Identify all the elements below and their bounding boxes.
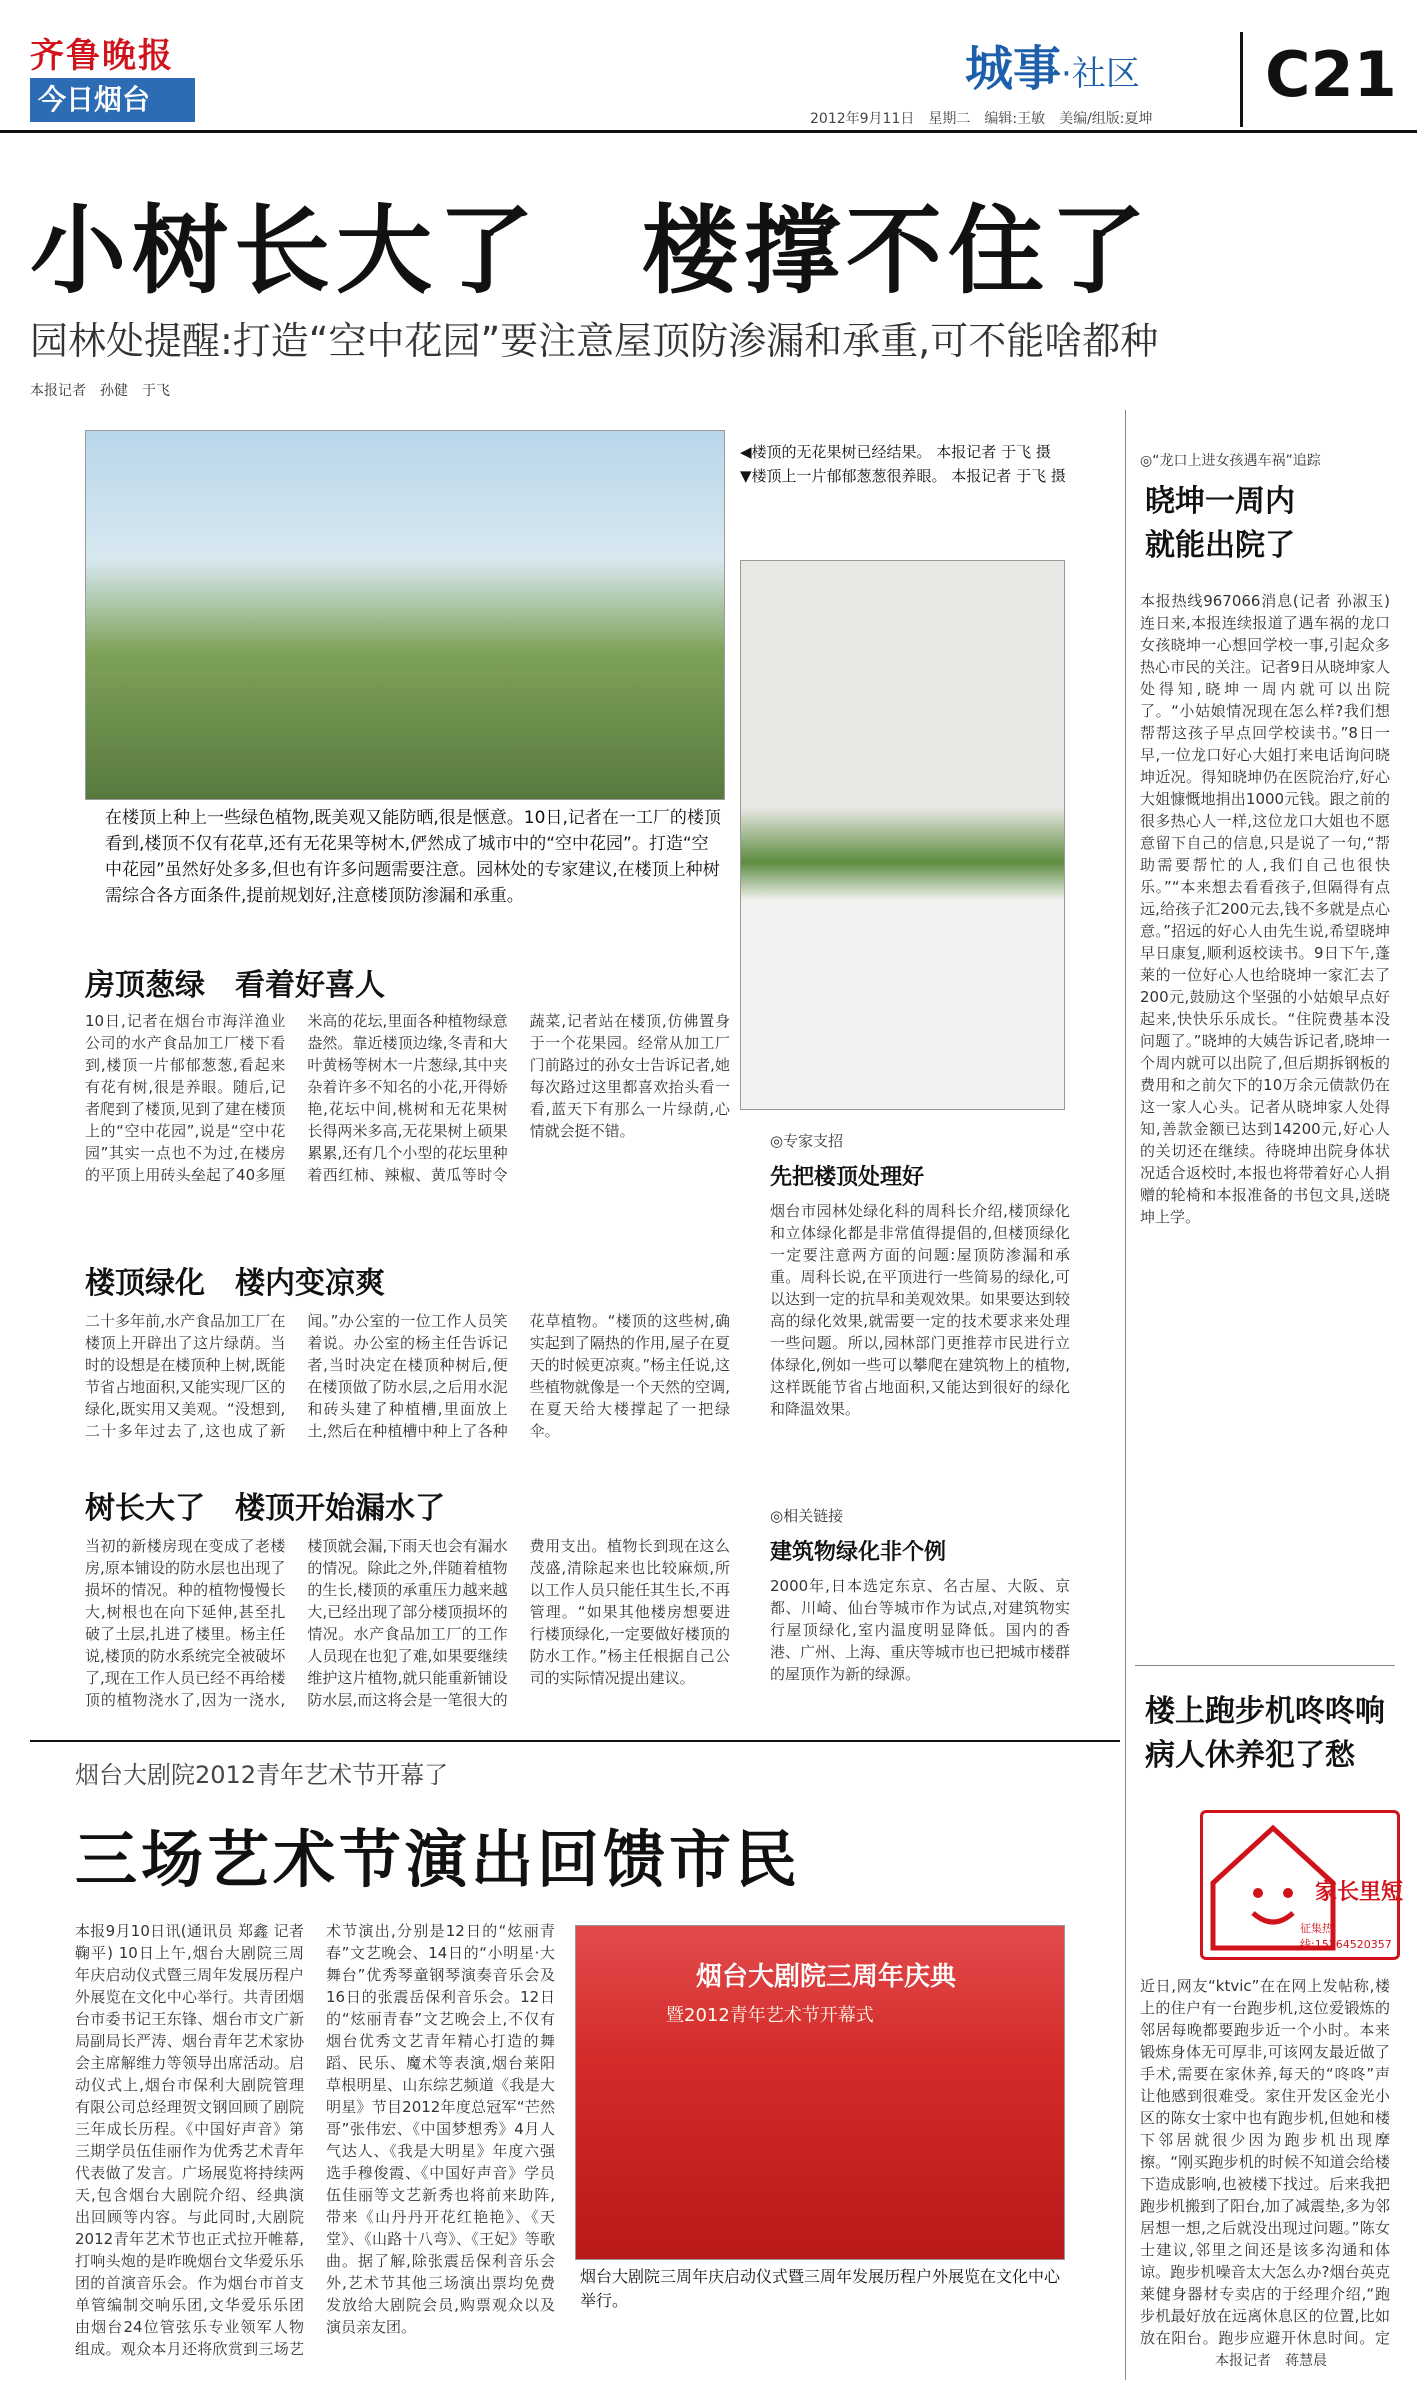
related-box-title: 建筑物绿化非个例 xyxy=(770,1540,947,1565)
page-number: C21 xyxy=(1265,38,1397,111)
section-heading-2: 楼顶绿化 楼内变凉爽 xyxy=(85,1266,385,1301)
art-story-body: 本报9月10日讯(通讯员 郑鑫 记者 鞠平) 10日上午,烟台大剧院三周年庆启动仪式暨三周年发展历程户外展览在文化中心举行。共青团烟台市委书记王东锋、烟台市文广新局副局长严涛、烟台青年艺术家协会主席解维力等领导出席活动。启动仪式上,烟台市保利大剧院管理有限公司总经理贺文钢回顾了剧院三年成长历程。《中国好声音》第三期学员伍佳丽作为优秀艺术青年代表做了发言。广场展览将持续两天,包含烟台大剧院介绍、经典演出回顾等内容。与此同时,大剧院2012青年艺术节也正式拉开帷幕,打响头炮的是昨晚烟台文华爱乐乐团的首演音乐会。作为烟台市首支单管编制交响乐团,文华爱乐乐团由烟台24位管弦乐专业领军人物组成。观众本月还将欣赏到三场艺术节演出,分别是12日的“炫丽青春”文艺晚会、14日的“小明星·大舞台”优秀琴童钢琴演奏音乐会及16日的张震岳保利音乐会。12日的“炫丽青春”文艺晚会上,不仅有烟台优秀文艺青年精心打造的舞蹈、民乐、魔术等表演,烟台莱阳草根明星、山东综艺频道《我是大明星》节目2012年度总冠军“芒然哥”张伟宏、《中国梦想秀》4月人气达人、《我是大明星》年度六强选手穆俊霞、《中国好声音》学员伍佳丽等文艺新秀也将前来助阵,带来《山丹丹开花红艳艳》、《天堂》、《山路十八弯》、《王妃》等歌曲。据了解,除张震岳保利音乐会外,艺术节其他三场演出票均免费发放给大剧院会员,购票观众以及演员亲友团。 xyxy=(75,1922,555,2358)
sidebar-story1-title: 晓坤一周内 就能出院了 xyxy=(1145,484,1295,563)
rooftop-garden-photo xyxy=(85,430,725,800)
sidebar-rule xyxy=(1135,1665,1395,1666)
section-title: 城事 xyxy=(965,41,1062,97)
related-box-body: 2000年,日本选定东京、名古屋、大阪、京都、川崎、仙台等城市作为试点,对建筑物实行屋顶绿化,室内温度明显降低。国内的香港、广州、上海、重庆等城市也已把城市楼群的屋顶作为新的绿源。 xyxy=(770,1577,1070,1683)
sidebar-story1-body: 本报热线967066消息(记者 孙淑玉) 连日来,本报连续报道了遇车祸的龙口女孩晓坤一心想回学校一事,引起众多热心市民的关注。记者9日从晓坤家人处得知,晓坤一周内就可以出院了。“小姑娘情况现在怎么样?我们想帮帮这孩子早点回学校读书。”8日一早,一位龙口好心大姐打来电话询问晓坤近况。得知晓坤仍在医院治疗,好心大姐慷慨地捐出1000元钱。跟之前的很多热心人一样,这位龙口大姐也不愿意留下自己的信息,只是说了一句,“帮助需要帮忙的人,我们自己也很快乐。”“本来想去看看孩子,但隔得有点远,给孩子汇200元去,钱不多就是点心意。”招远的好心人由先生说,希望晓坤早日康复,顺利返校读书。9日下午,蓬莱的一位好心人也给晓坤一家汇去了200元,鼓励这个坚强的小姑娘早点好起来,快快乐乐成长。“住院费基本没问题了。”晓坤的大姨告诉记者,晓坤一个周内就可以出院了,但后期拆钢板的费用和之前欠下的10万余元债款仍在这一家人心头。记者从晓坤家人处得知,善款金额已达到14200元,好心人的关切还在继续。待晓坤出院身体状况适合返校时,本报也将带着好心人捐赠的轮椅和本报准备的书包文具,送晓坤上学。 xyxy=(1140,592,1390,1226)
ceremony-photo xyxy=(575,1925,1065,2260)
ceremony-banner-sub: 暨2012青年艺术节开幕式 xyxy=(666,2005,874,2026)
sidebar-story2-body: 近日,网友“ktvic”在在网上发帖称,楼上的住户有一台跑步机,这位爱锻炼的邻居每晚都要跑步近一个小时。本来锻炼身体无可厚非,可该网友最近做了手术,需要在家休养,每天的“咚咚”声让他感到很难受。家住开发区金光小区的陈女士家中也有跑步机,但她和楼下邻居就很少因为跑步机出现摩擦。“刚买跑步机的时候不知道会给楼下造成影响,也被楼下找过。后来我把跑步机搬到了阳台,加了减震垫,多为邻居想一想,之后就没出现过问题。”陈女士建议,邻里之间还是该多沟通和体谅。跑步机噪音太大怎么办?烟台英克莱健身器材专卖店的于经理介绍,“跑步机最好放在远离休息区的位置,比如放在阳台。跑步应避开休息时间。定 xyxy=(1140,1977,1390,2345)
art-story-kicker: 烟台大剧院2012青年艺术节开幕了 xyxy=(75,1761,449,1789)
secondary-photo-caption: ◀楼顶的无花果树已经结果。 本报记者 于飞 摄 ▼楼顶上一片郁郁葱葱很养眼。 本报记者 于飞 摄 xyxy=(740,443,1066,485)
related-box-label: ◎相关链接 xyxy=(770,1507,844,1525)
sidebar-story1-label: ◎“龙口上进女孩遇车祸”追踪 xyxy=(1140,453,1321,469)
section-body-1: 10日,记者在烟台市海洋渔业公司的水产食品加工厂楼下看到,楼顶一片郁郁葱葱,看起来有花有树,很是养眼。随后,记者爬到了楼顶,见到了建在楼顶上的“空中花园”,说是“空中花园”其实一点也不为过,在楼房的平顶上用砖头垒起了40多厘米高的花坛,里面各种植物绿意盎然。靠近楼顶边缘,冬青和大叶黄杨等树木一片葱绿,其中夹杂着许多不知名的小花,开得娇艳,花坛中间,桃树和无花果树长得两米多高,无花果树上硕果累累,还有几个小型的花坛里种着西红柿、辣椒、黄瓜等时令蔬菜,记者站在楼顶,仿佛置身于一个花果园。经常从加工厂门前路过的孙女士告诉记者,她每次路过这里都喜欢抬头看一看,蓝天下有那么一片绿荫,心情就会挺不错。 xyxy=(85,1012,730,1184)
sidebar-story2-byline: 本报记者 蒋慧晨 xyxy=(1215,2353,1327,2369)
masthead-rule xyxy=(0,130,1417,133)
edition-tag: 今日烟台 xyxy=(30,78,195,122)
rooftop-greenery-photo xyxy=(740,560,1065,1110)
section-name xyxy=(965,30,1140,99)
ceremony-banner-text: 烟台大剧院三周年庆典 xyxy=(696,1962,957,1992)
expert-box-body: 烟台市园林处绿化科的周科长介绍,楼顶绿化和立体绿化都是非常值得提倡的,但楼顶绿化一定要注意两方面的问题:屋顶防渗漏和承重。周科长说,在平顶进行一些简易的绿化,可以达到一定的抗旱和美观效果。如果要达到较高的绿化效果,就需要一定的技术要求来处理一些问题。所以,园林部门更推荐市民进行立体绿化,例如一些可以攀爬在建筑物上的植物,这样既能节省占地面积,又能达到很好的绿化和降温效果。 xyxy=(770,1202,1070,1418)
column-hotline: 征集热线:15264520357 xyxy=(1300,1922,1392,1951)
lead-byline: 本报记者 孙健 于飞 xyxy=(30,383,170,399)
sidebar-story2-title: 楼上跑步机咚咚响 病人休养犯了愁 xyxy=(1145,1694,1385,1773)
lead-headline: 小树长大了 楼撑不住了 xyxy=(30,195,1152,307)
column-logo-text: 家长里短 xyxy=(1315,1880,1404,1905)
section-body-3: 当初的新楼房现在变成了老楼房,原本铺设的防水层也出现了损坏的情况。种的植物慢慢长大,树根也在向下延伸,甚至扎破了土层,扎进了楼里。杨主任说,楼顶的防水系统完全被破坏了,现在工作人员已经不再给楼顶的植物浇水了,因为一浇水,楼顶就会漏,下雨天也会有漏水的情况。除此之外,伴随着植物的生长,楼顶的承重压力越来越大,已经出现了部分楼顶损坏的情况。水产食品加工厂的工作人员现在也犯了难,如果要继续维护这片植物,就只能重新铺设防水层,而这将会是一笔很大的费用支出。植物长到现在这么茂盛,清除起来也比较麻烦,所以工作人员只能任其生长,不再管理。“如果其他楼房想要进行楼顶绿化,一定要做好楼顶的防水工作。”杨主任根据自己公司的实际情况提出建议。 xyxy=(85,1537,730,1709)
expert-box-label: ◎专家支招 xyxy=(770,1132,844,1150)
masthead-divider xyxy=(1240,32,1243,127)
section-body-2: 二十多年前,水产食品加工厂在楼顶上开辟出了这片绿荫。当时的设想是在楼顶种上树,既能节省占地面积,又能实现厂区的绿化,既实用又美观。“没想到,二十多年过去了,这也成了新闻。”办公室的一位工作人员笑着说。办公室的杨主任告诉记者,当时决定在楼顶种树后,便在楼顶做了防水层,之后用水泥和砖头建了种植槽,里面放上土,然后在种植槽中种上了各种花草植物。“楼顶的这些树,确实起到了隔热的作用,屋子在夏天的时候更凉爽。”杨主任说,这些植物就像是一个天然的空调,在夏天给大楼撑起了一把绿伞。 xyxy=(85,1312,730,1440)
art-story-headline: 三场艺术节演出回馈市民 xyxy=(75,1823,802,1896)
dateline: 2012年9月11日 星期二 编辑:王敏 美编/组版:夏坤 xyxy=(810,111,1153,127)
expert-box-title: 先把楼顶处理好 xyxy=(770,1165,925,1190)
main-photo-caption: 在楼顶上种上一些绿色植物,既美观又能防晒,很是惬意。10日,记者在一工厂的楼顶看到,楼顶不仅有花草,还有无花果等树木,俨然成了城市中的“空中花园”。打造“空中花园”虽然好处多多,但也有许多问题需要注意。园林处的专家建议,在楼顶上种树需综合各方面条件,提前规划好,注意楼顶防渗漏和承重。 xyxy=(105,808,721,906)
lead-subhead: 园林处提醒:打造“空中花园”要注意屋顶防渗漏和承重,可不能啥都种 xyxy=(30,319,1159,363)
section-heading-3: 树长大了 楼顶开始漏水了 xyxy=(85,1491,445,1526)
sidebar-divider xyxy=(1125,410,1126,2380)
newspaper-logo: 齐鲁晚报 xyxy=(30,36,174,76)
section-heading-1: 房顶葱绿 看着好喜人 xyxy=(85,968,385,1003)
ceremony-photo-caption: 烟台大剧院三周年庆启动仪式暨三周年发展历程户外展览在文化中心举行。 xyxy=(580,2267,1061,2310)
section-subtitle: ·社区 xyxy=(1061,54,1140,94)
art-story-rule xyxy=(30,1740,1120,1742)
